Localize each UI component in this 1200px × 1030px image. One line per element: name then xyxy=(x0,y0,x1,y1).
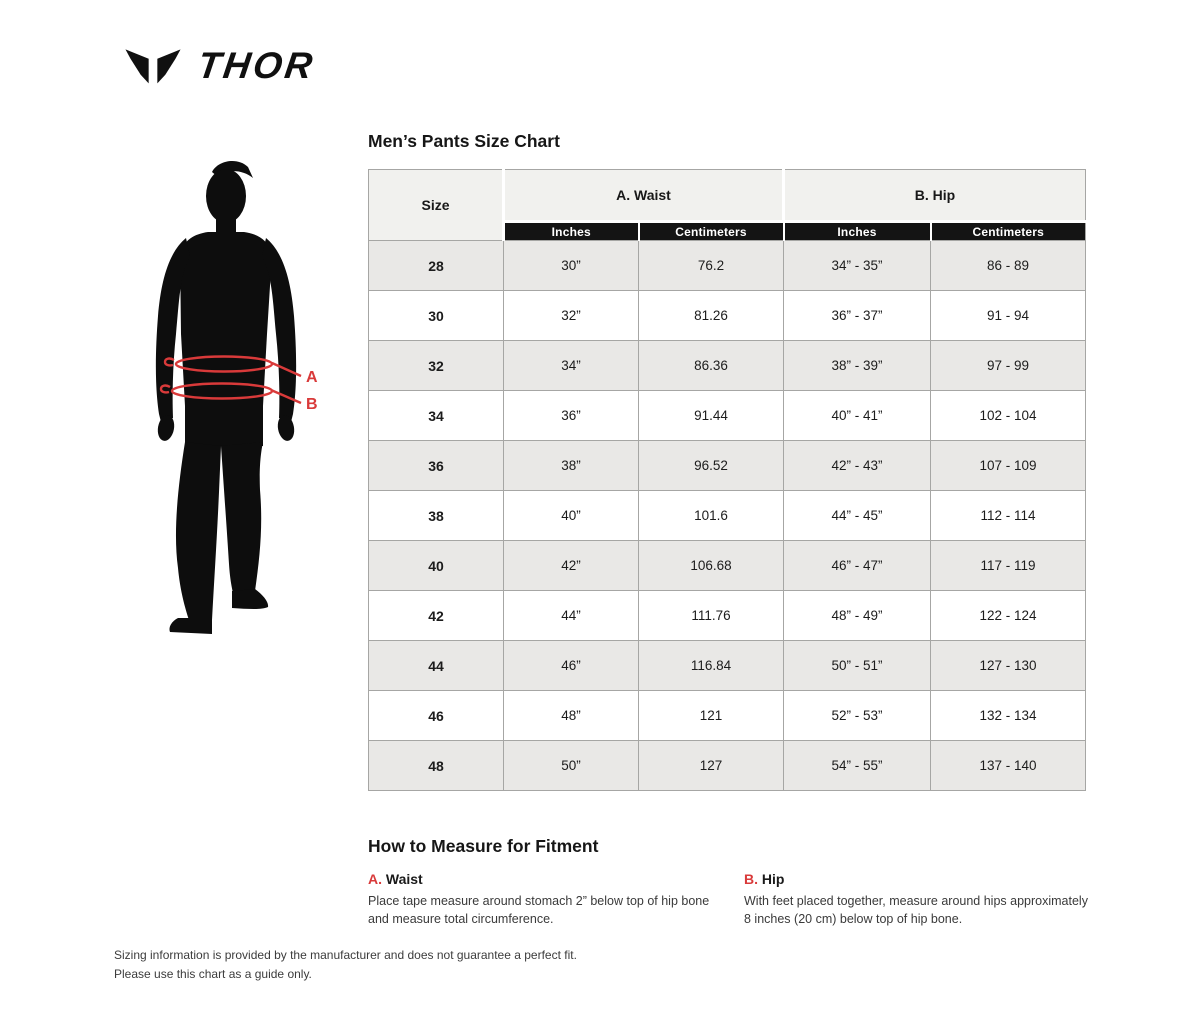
cell-hip-in: 34” - 35” xyxy=(784,241,931,291)
waist-label-a: A xyxy=(306,369,318,386)
cell-hip-cm: 117 - 119 xyxy=(931,541,1086,591)
measure-waist-title xyxy=(368,871,724,887)
cell-size: 42 xyxy=(369,591,504,641)
cell-hip-in: 50” - 51” xyxy=(784,641,931,691)
table-row xyxy=(369,341,1086,391)
table-row xyxy=(369,391,1086,441)
cell-waist-cm: 106.68 xyxy=(639,541,784,591)
cell-size: 38 xyxy=(369,491,504,541)
measure-item-waist xyxy=(368,871,724,928)
cell-hip-in: 48” - 49” xyxy=(784,591,931,641)
brand-logo xyxy=(124,42,318,90)
page-title: Men’s Pants Size Chart xyxy=(368,131,560,151)
cell-hip-cm: 127 - 130 xyxy=(931,641,1086,691)
table-row xyxy=(369,441,1086,491)
header-group-row xyxy=(369,170,1086,222)
cell-waist-in: 48” xyxy=(504,691,639,741)
cell-size: 40 xyxy=(369,541,504,591)
cell-hip-in: 36” - 37” xyxy=(784,291,931,341)
left-hand xyxy=(156,414,176,442)
cell-hip-cm: 132 - 134 xyxy=(931,691,1086,741)
pelvis xyxy=(185,418,263,446)
cell-waist-cm: 81.26 xyxy=(639,291,784,341)
cell-size: 32 xyxy=(369,341,504,391)
male-silhouette-figure xyxy=(128,156,340,644)
cell-hip-cm: 112 - 114 xyxy=(931,491,1086,541)
measure-hip-letter: B. xyxy=(744,871,758,887)
cell-waist-cm: 116.84 xyxy=(639,641,784,691)
cell-waist-in: 44” xyxy=(504,591,639,641)
cell-hip-in: 42” - 43” xyxy=(784,441,931,491)
brand-name: THOR xyxy=(195,45,318,86)
sizing-disclaimer xyxy=(114,946,577,983)
cell-hip-cm: 97 - 99 xyxy=(931,341,1086,391)
cell-hip-cm: 137 - 140 xyxy=(931,741,1086,791)
cell-waist-in: 30” xyxy=(504,241,639,291)
cell-waist-cm: 127 xyxy=(639,741,784,791)
cell-size: 36 xyxy=(369,441,504,491)
measure-waist-letter: A. xyxy=(368,871,382,887)
right-leg xyxy=(221,442,263,593)
disclaimer-line-1: Sizing information is provided by the manufacturer and does not guarantee a perfect fit. xyxy=(114,948,577,962)
cell-waist-in: 42” xyxy=(504,541,639,591)
size-table xyxy=(368,169,1086,791)
cell-hip-cm: 102 - 104 xyxy=(931,391,1086,441)
cell-hip-in: 52” - 53” xyxy=(784,691,931,741)
cell-hip-in: 40” - 41” xyxy=(784,391,931,441)
subheader-hip-inches: Inches xyxy=(784,222,931,241)
subheader-waist-inches: Inches xyxy=(504,222,639,241)
table-row xyxy=(369,491,1086,541)
cell-hip-cm: 122 - 124 xyxy=(931,591,1086,641)
header-size: Size xyxy=(369,170,504,241)
table-row xyxy=(369,641,1086,691)
torso xyxy=(180,232,272,436)
cell-waist-cm: 76.2 xyxy=(639,241,784,291)
cell-hip-cm: 107 - 109 xyxy=(931,441,1086,491)
cell-hip-in: 46” - 47” xyxy=(784,541,931,591)
cell-waist-in: 32” xyxy=(504,291,639,341)
measure-item-hip xyxy=(744,871,1096,928)
cell-waist-cm: 111.76 xyxy=(639,591,784,641)
cell-waist-in: 50” xyxy=(504,741,639,791)
disclaimer-line-2: Please use this chart as a guide only. xyxy=(114,966,312,981)
table-row xyxy=(369,291,1086,341)
table-row xyxy=(369,741,1086,791)
measure-waist-text: Place tape measure around stomach 2” below top of hip bone and measure total circumference. xyxy=(368,894,710,927)
cell-size: 28 xyxy=(369,241,504,291)
measure-waist-name: Waist xyxy=(385,871,423,887)
cell-waist-cm: 96.52 xyxy=(639,441,784,491)
cell-waist-in: 36” xyxy=(504,391,639,441)
cell-size: 34 xyxy=(369,391,504,441)
right-hand xyxy=(276,414,296,442)
cell-waist-cm: 86.36 xyxy=(639,341,784,391)
right-foot xyxy=(232,589,268,609)
size-table-body xyxy=(369,241,1086,791)
cell-size: 44 xyxy=(369,641,504,691)
measure-hip-text: With feet placed together, measure around hips approximately 8 inches (20 cm) below top of hip bone. xyxy=(744,894,1088,927)
measure-heading: How to Measure for Fitment xyxy=(368,836,599,856)
measure-hip-title xyxy=(744,871,1096,887)
header-group-hip: B. Hip xyxy=(784,170,1086,222)
subheader-hip-centimeters: Centimeters xyxy=(931,222,1086,241)
table-row xyxy=(369,241,1086,291)
cell-hip-in: 44” - 45” xyxy=(784,491,931,541)
cell-size: 46 xyxy=(369,691,504,741)
cell-waist-in: 40” xyxy=(504,491,639,541)
left-leg xyxy=(176,442,221,620)
cell-hip-in: 38” - 39” xyxy=(784,341,931,391)
hip-label-b: B xyxy=(306,396,318,413)
size-table-header xyxy=(369,170,1086,241)
left-foot xyxy=(169,618,212,634)
table-row xyxy=(369,591,1086,641)
cell-hip-cm: 86 - 89 xyxy=(931,241,1086,291)
table-row xyxy=(369,691,1086,741)
cell-hip-cm: 91 - 94 xyxy=(931,291,1086,341)
cell-waist-cm: 101.6 xyxy=(639,491,784,541)
header-group-waist: A. Waist xyxy=(504,170,784,222)
measure-hip-name: Hip xyxy=(761,871,785,887)
table-row xyxy=(369,541,1086,591)
cell-size: 30 xyxy=(369,291,504,341)
subheader-waist-centimeters: Centimeters xyxy=(639,222,784,241)
cell-size: 48 xyxy=(369,741,504,791)
thor-horns-icon xyxy=(124,42,182,90)
cell-waist-in: 46” xyxy=(504,641,639,691)
cell-waist-cm: 121 xyxy=(639,691,784,741)
cell-hip-in: 54” - 55” xyxy=(784,741,931,791)
cell-waist-cm: 91.44 xyxy=(639,391,784,441)
cell-waist-in: 38” xyxy=(504,441,639,491)
cell-waist-in: 34” xyxy=(504,341,639,391)
